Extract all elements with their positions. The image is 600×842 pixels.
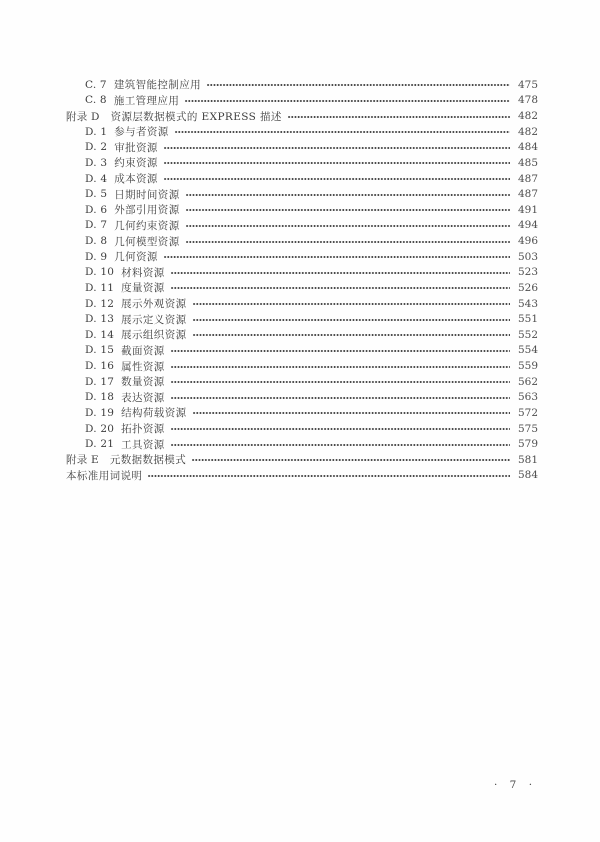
toc-page-number: 491 [517, 203, 538, 216]
toc-row [0, 108, 600, 124]
dot-leader [171, 349, 510, 353]
toc-page-number: 482 [517, 110, 538, 123]
dot-leader [186, 224, 510, 228]
toc-entry-title: 施工管理应用 [113, 94, 180, 107]
dot-leader [288, 115, 510, 119]
toc-entry-number: D. 18 [85, 391, 115, 404]
toc-row [0, 265, 600, 281]
toc-page-number: 563 [517, 391, 538, 404]
toc-entry-number: C. 8 [85, 94, 107, 107]
toc-entry-number: D. 19 [85, 406, 115, 419]
toc-entry-title: 成本资源 [114, 173, 158, 186]
toc-entry-number: D. 20 [85, 422, 115, 435]
toc-row [0, 93, 600, 109]
toc-row [0, 436, 600, 452]
page-footer-number: · 7 · [494, 779, 537, 791]
toc-entry-number: D. 8 [85, 235, 108, 248]
dot-leader [171, 286, 510, 290]
toc-row [0, 405, 600, 421]
toc-page-number: 496 [517, 235, 538, 248]
toc-entry-number: D. 9 [85, 250, 108, 263]
toc-page-number: 482 [517, 125, 538, 138]
toc-row [0, 296, 600, 312]
toc-row [0, 186, 600, 202]
toc-page-number: 575 [517, 422, 538, 435]
toc-row [0, 124, 600, 140]
toc-row [0, 452, 600, 468]
toc-entry-title: 表达资源 [121, 391, 165, 404]
toc-entry-number: D. 13 [85, 313, 115, 326]
toc-entry-title: 度量资源 [121, 282, 165, 295]
toc-entry-title: 本标准用词说明 [66, 469, 143, 482]
dot-leader [148, 474, 510, 478]
toc-row [0, 77, 600, 93]
toc-row [0, 390, 600, 406]
toc-page-number: 559 [517, 360, 538, 373]
toc-entry-number: D. 7 [85, 219, 108, 232]
dot-leader [164, 177, 510, 181]
toc-entry-number: D. 6 [85, 203, 108, 216]
dot-leader [193, 411, 511, 415]
toc-page-number: 475 [517, 78, 538, 91]
toc-page-number: 572 [517, 406, 538, 419]
toc-entry-title: 属性资源 [121, 360, 165, 373]
toc-entry-number: 附录 D [66, 110, 100, 123]
toc-entry-title: 日期时间资源 [114, 188, 180, 201]
dot-leader [193, 333, 511, 337]
toc-entry-title: 外部引用资源 [114, 204, 180, 217]
toc-entry-title: 几何约束资源 [114, 219, 180, 232]
toc-row [0, 218, 600, 234]
toc-page-number: 484 [517, 141, 538, 154]
toc-page-number: 543 [517, 297, 538, 310]
toc-row [0, 233, 600, 249]
toc-entry-number: D. 12 [85, 297, 115, 310]
toc-entry-title: 展示外观资源 [121, 298, 187, 311]
toc-entry-title: 几何资源 [114, 251, 158, 264]
toc-entry-title: 资源层数据模式的 EXPRESS 描述 [110, 110, 282, 123]
dot-leader [171, 271, 510, 275]
toc-entry-number: D. 16 [85, 360, 115, 373]
toc-entry-title: 约束资源 [114, 157, 158, 170]
toc-row [0, 202, 600, 218]
dot-leader [171, 365, 510, 369]
toc-page-number: 485 [517, 156, 538, 169]
dot-leader [185, 99, 510, 103]
toc-row [0, 311, 600, 327]
dot-leader [193, 302, 511, 306]
toc-page-number: 554 [517, 344, 538, 357]
toc-row [0, 343, 600, 359]
dot-leader [207, 83, 510, 87]
dot-leader [171, 427, 510, 431]
toc-page-number: 581 [517, 453, 538, 466]
dot-leader [175, 130, 510, 134]
dot-leader [186, 193, 510, 197]
dot-leader [192, 458, 510, 462]
toc-page-number: 551 [517, 313, 538, 326]
toc-entry-title: 展示组织资源 [121, 329, 187, 342]
toc-page-number: 503 [517, 250, 538, 263]
toc-row [0, 327, 600, 343]
toc-page-number: 584 [517, 469, 538, 482]
dot-leader [171, 443, 510, 447]
toc-entry-title: 审批资源 [114, 141, 158, 154]
toc-entry-number: 附录 E [66, 454, 99, 467]
dot-leader [164, 255, 510, 259]
toc-row [0, 155, 600, 171]
toc-page-number: 494 [517, 219, 538, 232]
toc-page-number: 552 [517, 328, 538, 341]
toc-row [0, 421, 600, 437]
toc-entry-title: 数量资源 [121, 376, 165, 389]
dot-leader [193, 318, 511, 322]
toc-entry-title: 材料资源 [121, 266, 165, 279]
toc-entry-title: 工具资源 [121, 438, 165, 451]
toc-entry-title: 展示定义资源 [121, 313, 187, 326]
dot-leader [186, 208, 510, 212]
toc-row [0, 140, 600, 156]
toc-row [0, 280, 600, 296]
toc-entry-number: D. 14 [85, 328, 115, 341]
page-footer [494, 779, 537, 791]
toc-row [0, 171, 600, 187]
toc-entry-title: 结构荷载资源 [121, 407, 187, 420]
toc-page-number: 487 [517, 188, 538, 201]
dot-leader [164, 146, 510, 150]
toc-page-number: 523 [517, 266, 538, 279]
toc-page-number: 478 [517, 94, 538, 107]
dot-leader [171, 396, 510, 400]
dot-leader [164, 161, 510, 165]
toc-entry-number: D. 3 [85, 156, 108, 169]
toc-page-number: 579 [517, 438, 538, 451]
dot-leader [171, 380, 510, 384]
toc-entry-number: D. 4 [85, 172, 108, 185]
toc-entry-number: D. 10 [85, 266, 115, 279]
dot-leader [186, 240, 510, 244]
toc-page-number: 562 [517, 375, 538, 388]
toc-entry-number: D. 5 [85, 188, 108, 201]
toc-row [0, 468, 600, 484]
toc-row [0, 249, 600, 265]
toc-entry-title: 参与者资源 [114, 126, 169, 139]
toc-entry-number: D. 11 [85, 281, 115, 294]
toc-row [0, 374, 600, 390]
toc-entry-title: 元数据数据模式 [109, 454, 187, 467]
table-of-contents [0, 77, 600, 483]
toc-entry-number: D. 1 [85, 125, 108, 138]
toc-entry-title: 几何模型资源 [114, 235, 180, 248]
toc-entry-title: 拓扑资源 [121, 423, 165, 436]
toc-entry-number: D. 21 [85, 438, 115, 451]
toc-entry-title: 建筑智能控制应用 [113, 79, 202, 92]
toc-entry-number: D. 2 [85, 141, 108, 154]
toc-entry-number: C. 7 [85, 78, 107, 91]
toc-row [0, 358, 600, 374]
toc-page-number: 526 [517, 281, 538, 294]
toc-entry-number: D. 17 [85, 375, 115, 388]
toc-entry-number: D. 15 [85, 344, 115, 357]
toc-entry-title: 截面资源 [121, 344, 165, 357]
toc-page-number: 487 [517, 172, 538, 185]
